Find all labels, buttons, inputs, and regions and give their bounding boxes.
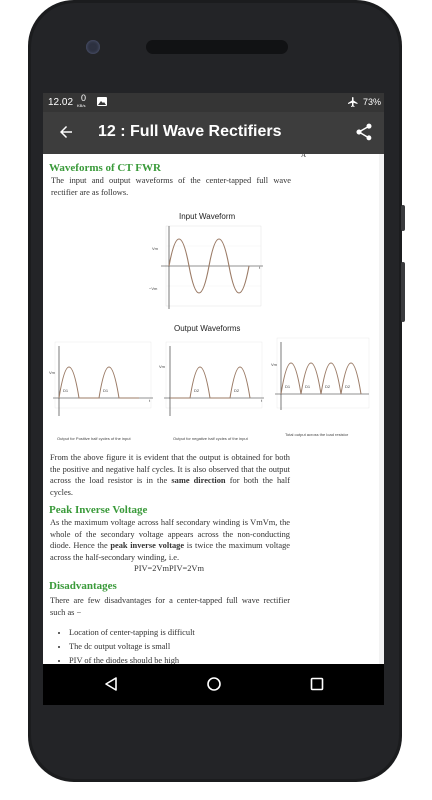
article-content[interactable] [43, 154, 379, 664]
section-title-disadvantages: Disadvantages [49, 580, 117, 592]
app-bar [43, 112, 384, 154]
network-speed-unit: KB/s [77, 103, 86, 108]
network-speed: 0 [81, 93, 87, 103]
nav-home-icon[interactable] [206, 676, 222, 697]
battery-level: 73% [363, 97, 382, 107]
nav-recents-icon[interactable] [309, 676, 325, 697]
t-label-1: t [149, 398, 151, 403]
output-graph-total [271, 338, 369, 437]
status-time: 12.02 [48, 97, 74, 108]
power-button [401, 205, 405, 231]
d1-label-4: D1 [305, 384, 311, 389]
earpiece-speaker [146, 40, 288, 54]
section-title-piv: Peak Inverse Voltage [49, 504, 148, 516]
d2-label-1: D2 [194, 388, 200, 393]
vm-label-3: Vm [271, 362, 277, 367]
disadvantages-list [43, 626, 309, 664]
status-bar [43, 93, 384, 112]
section-title-waveforms: Waveforms of CT FWR [49, 162, 161, 174]
input-waveform-graph [149, 226, 263, 309]
t-label-2: t [261, 398, 263, 403]
output-graph-negative [159, 342, 264, 441]
d2-label-4: D2 [345, 384, 351, 389]
list-item: • Location of center-tapping is difficult [69, 626, 309, 640]
caption-positive: Output for Positive half cycles of the input [57, 436, 131, 441]
output-waveforms-title: Output Waveforms [174, 324, 241, 333]
share-icon[interactable] [354, 122, 374, 147]
top-marker: A [301, 154, 307, 159]
piv-explanation: As the maximum voltage across half secondary winding is VmVm, the whole of the secondary voltage appears across the non-conducting diode. Hence the peak inverse voltage is twice the maximum voltage across the half-secondary winding, i.e. [50, 518, 290, 562]
waveforms-intro: The input and output waveforms of the center-tapped full wave rectifier are as follows. [51, 176, 291, 197]
d1-label-3: D1 [285, 384, 291, 389]
system-nav-bar [43, 664, 384, 705]
d1-label-1: D1 [63, 388, 69, 393]
d1-label-2: D1 [103, 388, 109, 393]
nav-back-icon[interactable] [103, 676, 119, 697]
volume-button [401, 262, 405, 322]
screen [43, 93, 384, 705]
airplane-icon [347, 96, 359, 111]
output-graph-positive [49, 342, 153, 441]
vm-label-1: Vm [49, 370, 55, 375]
image-icon [97, 97, 107, 106]
vm-label-2: Vm [159, 364, 165, 369]
vm-label: Vm [152, 246, 158, 251]
output-explanation: From the above figure it is evident that the output is obtained for both the positive and negative half cycles. It is also observed that the output across the load resistor is in the same direction for both the half cycles. [50, 453, 290, 497]
d2-label-3: D2 [325, 384, 331, 389]
waveform-figure [49, 206, 371, 446]
caption-negative: Output for negative half cycles of the input [173, 436, 248, 441]
d2-label-2: D2 [234, 388, 240, 393]
back-arrow-icon[interactable] [57, 123, 75, 146]
page-title: 12 : Full Wave Rectifiers [98, 123, 282, 140]
piv-formula: PIV=2VmPIV=2Vm [134, 564, 204, 573]
list-item: • PIV of the diodes should be high [69, 654, 309, 664]
scrollbar[interactable] [379, 154, 384, 664]
caption-total: Total output across the load resistor [285, 432, 349, 437]
t-label: t [259, 265, 261, 270]
front-camera [86, 40, 100, 54]
list-item: • The dc output voltage is small [69, 640, 309, 654]
disadvantages-intro: There are few disadvantages for a center-tapped full wave rectifier such as − [50, 596, 290, 617]
input-waveform-title: Input Waveform [179, 212, 236, 221]
neg-vm-label: −Vm [149, 286, 158, 291]
